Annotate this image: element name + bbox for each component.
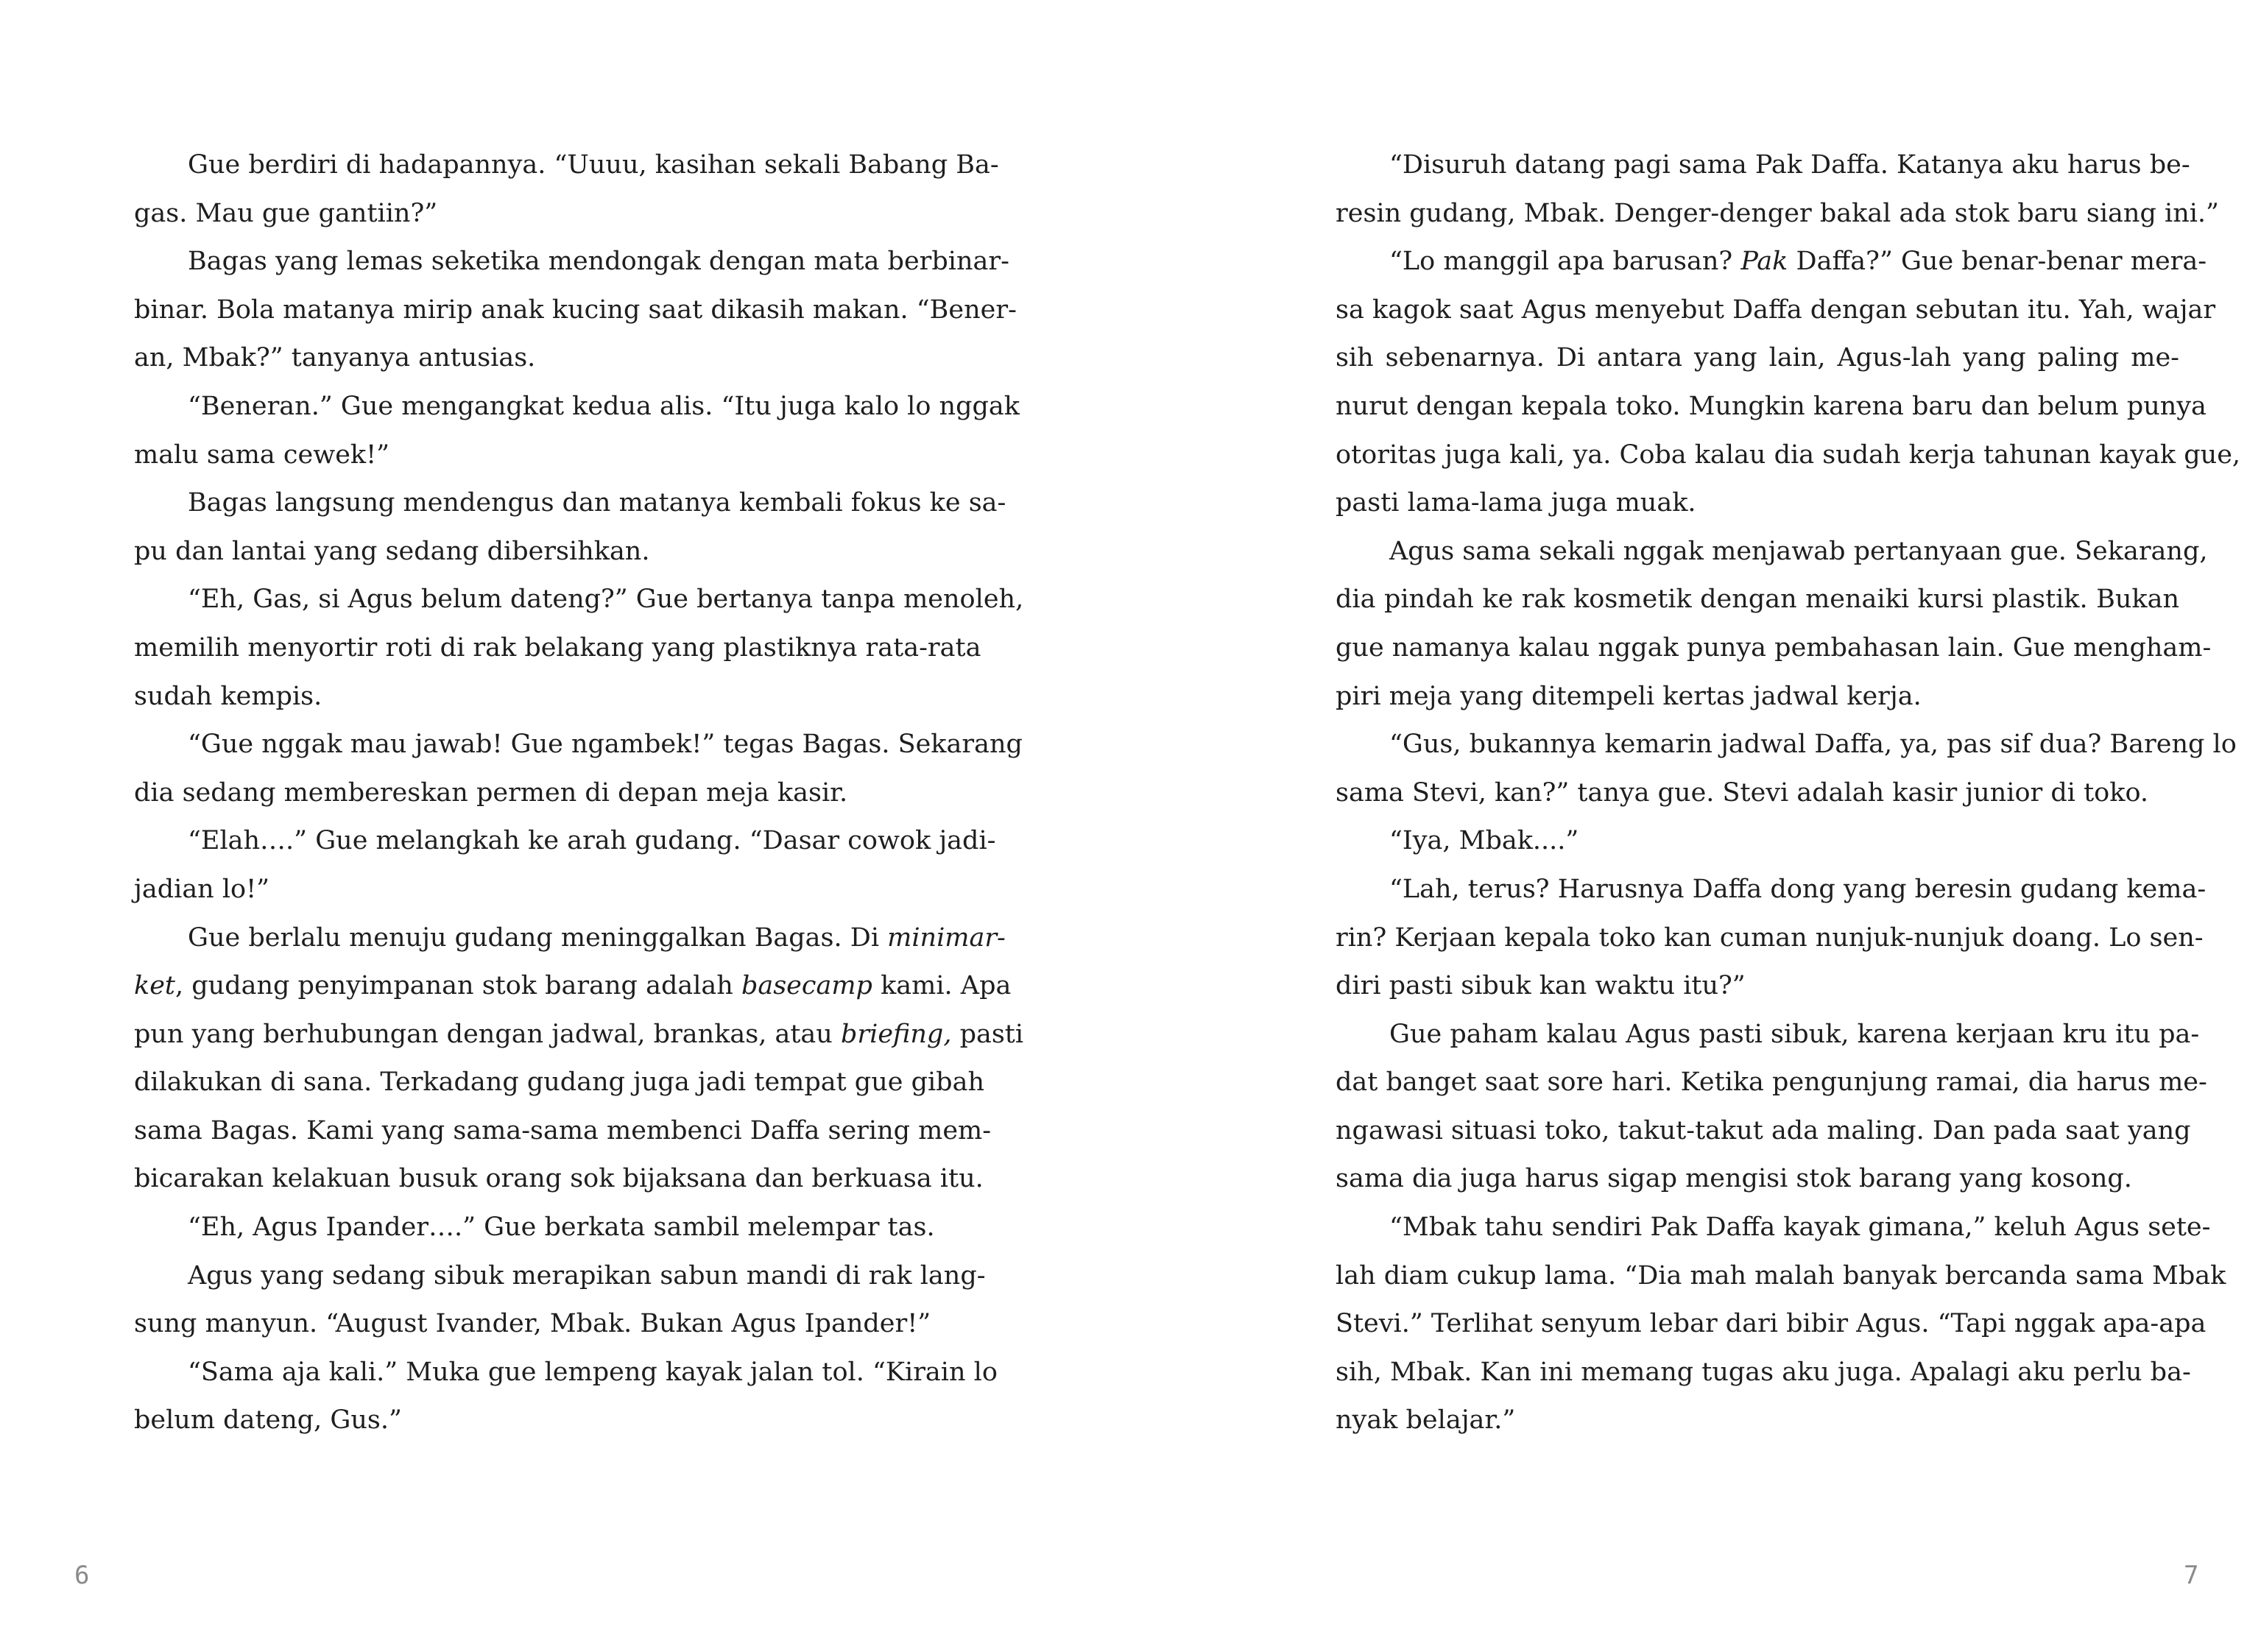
text-line: [1336, 962, 2179, 1011]
text-line: [1336, 576, 2179, 624]
text-line: [1336, 673, 2179, 721]
text-line: [134, 962, 1012, 1011]
text-line: [134, 286, 1017, 335]
text-line: [1336, 1155, 2179, 1204]
text-segment: memilih menyortir roti di rak belakang yang plastiknya rata-rata: [134, 632, 981, 663]
text-segment: sih sebenarnya. Di antara yang lain, Agus-lah yang paling me-: [1336, 343, 2179, 373]
text-segment: “Eh, Gas, si Agus belum dateng?” Gue bertanya tanpa menoleh,: [188, 585, 1024, 615]
text-segment: gue namanya kalau nggak punya pembahasan lain. Gue mengham-: [1336, 632, 2212, 663]
text-segment: sudah kempis.: [134, 681, 322, 711]
text-line: [134, 1349, 998, 1397]
text-line: [134, 769, 978, 818]
text-segment: dia pindah ke rak kosmetik dengan menaiki kursi plastik. Bukan: [1336, 585, 2179, 615]
text-line: [134, 431, 978, 480]
text-segment: “Beneran.” Gue mengangkat kedua alis. “Itu juga kalo lo nggak: [188, 391, 1020, 421]
text-line: [134, 866, 978, 914]
text-segment: , gudang penyimpanan stok barang adalah: [175, 971, 741, 1001]
text-segment: sa kagok saat Agus menyebut Daffa dengan sebutan itu. Yah, wajar: [1336, 294, 2216, 325]
text-line: [1336, 141, 2190, 190]
text-segment: piri meja yang ditempeli kertas jadwal kerja.: [1336, 681, 1922, 711]
text-segment: gas. Mau gue gantiin?”: [134, 198, 438, 228]
text-line: [1336, 1059, 2207, 1107]
text-segment: Daffa?” Gue benar-benar mera-: [1788, 247, 2207, 277]
text-segment: Gue paham kalau Agus pasti sibuk, karena kerjaan kru itu pa-: [1389, 1019, 2200, 1049]
text-line: [1336, 1107, 2191, 1156]
text-segment: “Lah, terus? Harusnya Daffa dong yang beresin gudang kema-: [1389, 874, 2207, 904]
text-segment: Gue berdiri di hadapannya. “Uuuu, kasihan sekali Babang Ba-: [188, 150, 999, 180]
text-line: [1336, 914, 2204, 963]
text-line: [1336, 624, 2212, 673]
text-line: [134, 190, 978, 239]
text-line: [134, 479, 1006, 528]
left-page-text: [134, 141, 1024, 1445]
text-line: [1336, 721, 2237, 769]
text-line: [134, 141, 999, 190]
text-line: [1336, 1252, 2226, 1301]
text-line: [134, 383, 1020, 431]
text-line: [1336, 334, 2179, 383]
text-line: [1336, 238, 2207, 286]
text-segment: “Iya, Mbak....”: [1389, 826, 1579, 856]
text-segment: Bagas yang lemas seketika mendongak dengan mata berbinar-: [188, 247, 1009, 277]
text-segment: “Lo manggil apa barusan?: [1389, 247, 1741, 277]
text-line: [134, 1059, 984, 1107]
text-segment: malu sama cewek!”: [134, 440, 390, 470]
text-segment: otoritas juga kali, ya. Coba kalau dia sudah kerja tahunan kayak gue,: [1336, 440, 2241, 470]
text-line: [134, 721, 1023, 769]
right-page-text: [1336, 141, 2241, 1445]
text-segment: pasti: [951, 1019, 1024, 1049]
text-segment: Gue berlalu menuju gudang meninggalkan Bagas. Di: [188, 922, 888, 953]
right-page: [1131, 0, 2261, 1652]
text-line: [134, 817, 996, 866]
text-segment: an, Mbak?” tanyanya antusias.: [134, 343, 536, 373]
text-line: [1336, 431, 2241, 480]
text-segment: dilakukan di sana. Terkadang gudang juga jadi tempat gue gibah: [134, 1067, 984, 1098]
text-line: [134, 1397, 978, 1445]
left-page-number: 6: [74, 1561, 91, 1590]
text-segment: dia sedang membereskan permen di depan meja kasir.: [134, 777, 848, 808]
text-segment: Agus yang sedang sibuk merapikan sabun mandi di rak lang-: [188, 1260, 986, 1291]
text-segment: kami. Apa: [872, 971, 1012, 1001]
text-line: [1336, 1300, 2207, 1349]
text-segment: rin? Kerjaan kepala toko kan cuman nunjuk-nunjuk doang. Lo sen-: [1336, 922, 2204, 953]
text-segment: belum dateng, Gus.”: [134, 1405, 402, 1436]
text-segment: ngawasi situasi toko, takut-takut ada maling. Dan pada saat yang: [1336, 1115, 2191, 1146]
text-line: [134, 334, 978, 383]
text-segment: sung manyun. “August Ivander, Mbak. Bukan Agus Ipander!”: [134, 1309, 931, 1339]
text-line: [134, 1300, 978, 1349]
text-line: [1336, 1011, 2200, 1059]
text-segment: binar. Bola matanya mirip anak kucing saat dikasih makan. “Bener-: [134, 294, 1017, 325]
text-segment: lah diam cukup lama. “Dia mah malah banyak bercanda sama Mbak: [1336, 1260, 2226, 1291]
text-line: [134, 528, 978, 576]
text-segment: “Eh, Agus Ipander….” Gue berkata sambil melempar tas.: [188, 1212, 935, 1243]
text-segment: resin gudang, Mbak. Denger-denger bakal ada stok baru siang ini.”: [1336, 198, 2219, 228]
text-segment: nyak belajar.”: [1336, 1405, 1516, 1436]
text-line: [1336, 528, 2208, 576]
text-segment: sama dia juga harus sigap mengisi stok barang yang kosong.: [1336, 1164, 2132, 1194]
text-line: [1336, 769, 2179, 818]
text-segment: Stevi.” Terlihat senyum lebar dari bibir Agus. “Tapi nggak apa-apa: [1336, 1309, 2207, 1339]
text-line: [134, 1252, 986, 1301]
text-segment: pasti lama-lama juga muak.: [1336, 488, 1696, 518]
text-line: [134, 673, 978, 721]
text-line: [134, 1107, 992, 1156]
text-line: [134, 238, 1009, 286]
text-line: [1336, 383, 2207, 431]
text-segment: pun yang berhubungan dengan jadwal, brankas, atau: [134, 1019, 841, 1049]
text-segment: jadian lo!”: [134, 874, 270, 904]
text-segment: nurut dengan kepala toko. Mungkin karena baru dan belum punya: [1336, 391, 2207, 421]
text-line: [1336, 817, 2179, 866]
left-page: [0, 0, 1130, 1652]
italic-text: briefing,: [840, 1019, 952, 1049]
text-segment: dat banget saat sore hari. Ketika pengunjung ramai, dia harus me-: [1336, 1067, 2207, 1098]
text-segment: Agus sama sekali nggak menjawab pertanyaan gue. Sekarang,: [1389, 536, 2208, 566]
italic-text: ket: [134, 971, 175, 1001]
text-segment: “Disuruh datang pagi sama Pak Daffa. Katanya aku harus be-: [1389, 150, 2190, 180]
text-line: [1336, 866, 2207, 914]
text-line: [134, 1011, 1024, 1059]
text-segment: bicarakan kelakuan busuk orang sok bijaksana dan berkuasa itu.: [134, 1164, 984, 1194]
text-line: [134, 1155, 984, 1204]
text-line: [134, 624, 981, 673]
text-segment: “Elah….” Gue melangkah ke arah gudang. “Dasar cowok jadi-: [188, 826, 996, 856]
text-segment: pu dan lantai yang sedang dibersihkan.: [134, 536, 650, 566]
right-page-number: 7: [2184, 1561, 2200, 1590]
text-line: [134, 914, 1006, 963]
text-line: [1336, 286, 2216, 335]
text-segment: “Mbak tahu sendiri Pak Daffa kayak gimana,” keluh Agus sete-: [1389, 1212, 2211, 1243]
text-line: [1336, 479, 2179, 528]
text-segment: “Sama aja kali.” Muka gue lempeng kayak jalan tol. “Kirain lo: [188, 1357, 998, 1387]
text-segment: diri pasti sibuk kan waktu itu?”: [1336, 971, 1746, 1001]
text-segment: sih, Mbak. Kan ini memang tugas aku juga. Apalagi aku perlu ba-: [1336, 1357, 2191, 1387]
text-line: [1336, 190, 2219, 239]
text-segment: sama Stevi, kan?” tanya gue. Stevi adalah kasir junior di toko.: [1336, 777, 2149, 808]
text-line: [1336, 1397, 2179, 1445]
text-segment: “Gus, bukannya kemarin jadwal Daffa, ya, pas sif dua? Bareng lo: [1389, 730, 2237, 760]
text-line: [1336, 1204, 2211, 1252]
text-segment: Bagas langsung mendengus dan matanya kembali fokus ke sa-: [188, 488, 1006, 518]
text-segment: sama Bagas. Kami yang sama-sama membenci Daffa sering mem-: [134, 1115, 992, 1146]
text-segment: “Gue nggak mau jawab! Gue ngambek!” tegas Bagas. Sekarang: [188, 730, 1023, 760]
text-line: [134, 1204, 978, 1252]
italic-text: Pak: [1740, 247, 1788, 277]
italic-text: basecamp: [741, 971, 872, 1001]
italic-text: minimar-: [887, 922, 1006, 953]
text-line: [134, 576, 1024, 624]
text-line: [1336, 1349, 2191, 1397]
